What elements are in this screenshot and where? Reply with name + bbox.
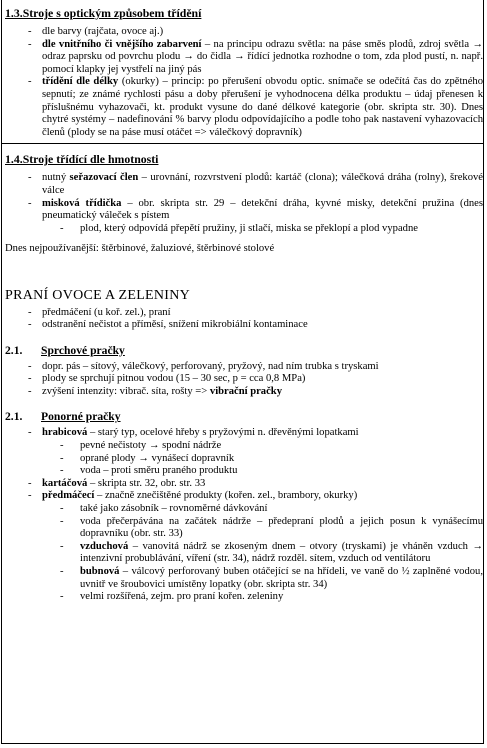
list-item-text: (okurky) – princip: po přerušení obvodu optic. snímače se odečítá čas do zpětného sepnutí; ze známé rychlosti pásu a doby přerušení je vyhodnocena délka produktu – údaj přenesen k příslušnému vyhazovači, kt. produkt vysune do dané délkové kategorie (obr. skripta str. 30). Dnes chytré systémy – nadefinování % barvy plodu odpovídajícího a podle toho pak nastavení vyhazovacích členů (plody se na páse musí otáčet => válečkový dopravník) xyxy=(42,76,483,138)
list-item-text: – urovnání, rozvrstvení plodů: kartáč (clona); válečková dráha (rolny), šrekové válce xyxy=(42,172,484,196)
list-item-text: – na principu odrazu světla: na páse směs plodů, zdroj světla → odraz paprsku od povrchu plodu → do čidla → řídící jednotka rozhodne o tom, zda plod pustí, n. např. pomocí klapky jej vystřelí na jiný pás xyxy=(42,38,484,75)
list-item xyxy=(2,39,483,77)
subsection-number: 2.1. xyxy=(5,343,23,357)
list-item-term: misková třídička xyxy=(42,197,122,209)
common-types-note: Dnes nejpoužívanější: štěrbinové, žaluziové, štěrbinové stolové xyxy=(5,243,275,255)
sub-list-item xyxy=(2,541,483,566)
subsection-heading-ponorne xyxy=(5,410,483,424)
list-item: - předmáčení (u koř. zel.), praní xyxy=(2,307,483,320)
list-item-text: – skripta str. 32, obr. str. 33 xyxy=(87,477,206,489)
list-item-text: zvýšení intenzity: vibrač. síta, rošty => xyxy=(42,385,210,397)
section-heading-1-3: 1.3.Stroje s optickým způsobem třídění xyxy=(5,6,202,20)
list-item-term: kartáčová xyxy=(42,477,88,489)
sub-list-item: - pevné nečistoty → spodní nádrže xyxy=(2,440,483,453)
list-item xyxy=(2,490,483,503)
sub-list-item: - oprané plody → vynášecí dopravník xyxy=(2,453,483,466)
ponorne-list xyxy=(2,427,483,603)
document-page xyxy=(1,0,484,744)
subsection-title: Sprchové pračky xyxy=(41,343,125,357)
list-item xyxy=(2,427,483,440)
list-item-term: hrabicová xyxy=(42,427,88,439)
list-item-text: – válcový perforovaný buben otáčející se na hřídeli, ve vaně do ½ zaplněné vodou, uvnitř ve šroubovici umístěny lopatky (obr. skripta str. 34) xyxy=(80,566,483,590)
list-item-text: – vanovitá nádrž se zkoseným dnem – otvory (tryskami) je vháněn vzduch → intenzivní probublávání, víření (str. 34), nádrž rozděl. sítem, vzduch od ventilátoru xyxy=(80,540,483,565)
sub-list-item: - plod, který odpovídá přepětí pružiny, ji stlačí, miska se překlopí a plod vypadne xyxy=(2,223,483,236)
list-item-term: vibrační pračky xyxy=(209,385,282,397)
list-item xyxy=(2,172,483,197)
chapter-title: PRANÍ OVOCE A ZELENINY xyxy=(5,287,191,303)
list-item: - plody se sprchují pitnou vodou (15 – 30 sec, p = cca 0,8 MPa) xyxy=(2,373,483,386)
list-item xyxy=(2,478,483,491)
list-item xyxy=(2,198,483,223)
subsection-title: Ponorné pračky xyxy=(41,410,121,424)
list-item-text: dle barvy (rajčata, ovoce aj.) xyxy=(42,26,164,37)
subsection-number: 2.1. xyxy=(5,410,23,424)
section-1-3-list xyxy=(2,26,483,139)
section-heading-1-4: 1.4.Stroje třídící dle hmotnosti xyxy=(5,152,159,167)
list-item-text: – starý typ, ocelové hřeby s pryžovými n. dřevěnými lopatkami xyxy=(87,427,359,439)
list-item-term: seřazovací člen xyxy=(69,172,139,184)
list-item-term: dle vnitřního či vnějšího zabarvení xyxy=(42,38,202,50)
list-item-text: – obr. skripta str. 29 – detekční dráha, kyvné misky, detekční pružina (dnes pneumatický váleček s pístem xyxy=(42,197,483,222)
list-item-term: předmáčecí xyxy=(42,490,95,502)
sprchove-list xyxy=(2,361,483,399)
list-item xyxy=(2,26,483,39)
sub-list-item: - také jako zásobník – rovnoměrné dávkování xyxy=(2,503,483,516)
sub-list-item: - velmi rozšířená, zejm. pro praní kořen. zeleniny xyxy=(2,591,483,604)
chapter-intro-list xyxy=(2,307,483,332)
list-item-term: bubnová xyxy=(80,566,120,577)
list-item xyxy=(2,76,483,139)
subsection-heading-sprchove xyxy=(5,344,483,358)
list-item: - odstranění nečistot a příměsí, snížení mikrobiální kontaminace xyxy=(2,319,483,332)
sub-list-item: - voda přečerpávána na začátek nádrže – předepraní plodů a jejich posun k vynášecímu dopravníku (obr. str. 33) xyxy=(2,516,483,541)
list-item-text: nutný xyxy=(42,172,70,184)
sub-list-item xyxy=(2,566,483,591)
sub-list-item: - voda – proti směru praného produktu xyxy=(2,465,483,478)
list-item: - dopr. pás – sítový, válečkový, perforovaný, pryžový, nad ním trubka s tryskami xyxy=(2,361,483,374)
list-item xyxy=(2,386,483,399)
section-1-4-list xyxy=(2,172,483,235)
list-item-text: – značně znečištěné produkty (kořen. zel., brambory, okurky) xyxy=(94,490,358,502)
section-divider xyxy=(2,143,483,144)
list-item-term: třídění dle délky xyxy=(42,76,119,88)
list-item-term: vzduchová xyxy=(80,540,129,552)
